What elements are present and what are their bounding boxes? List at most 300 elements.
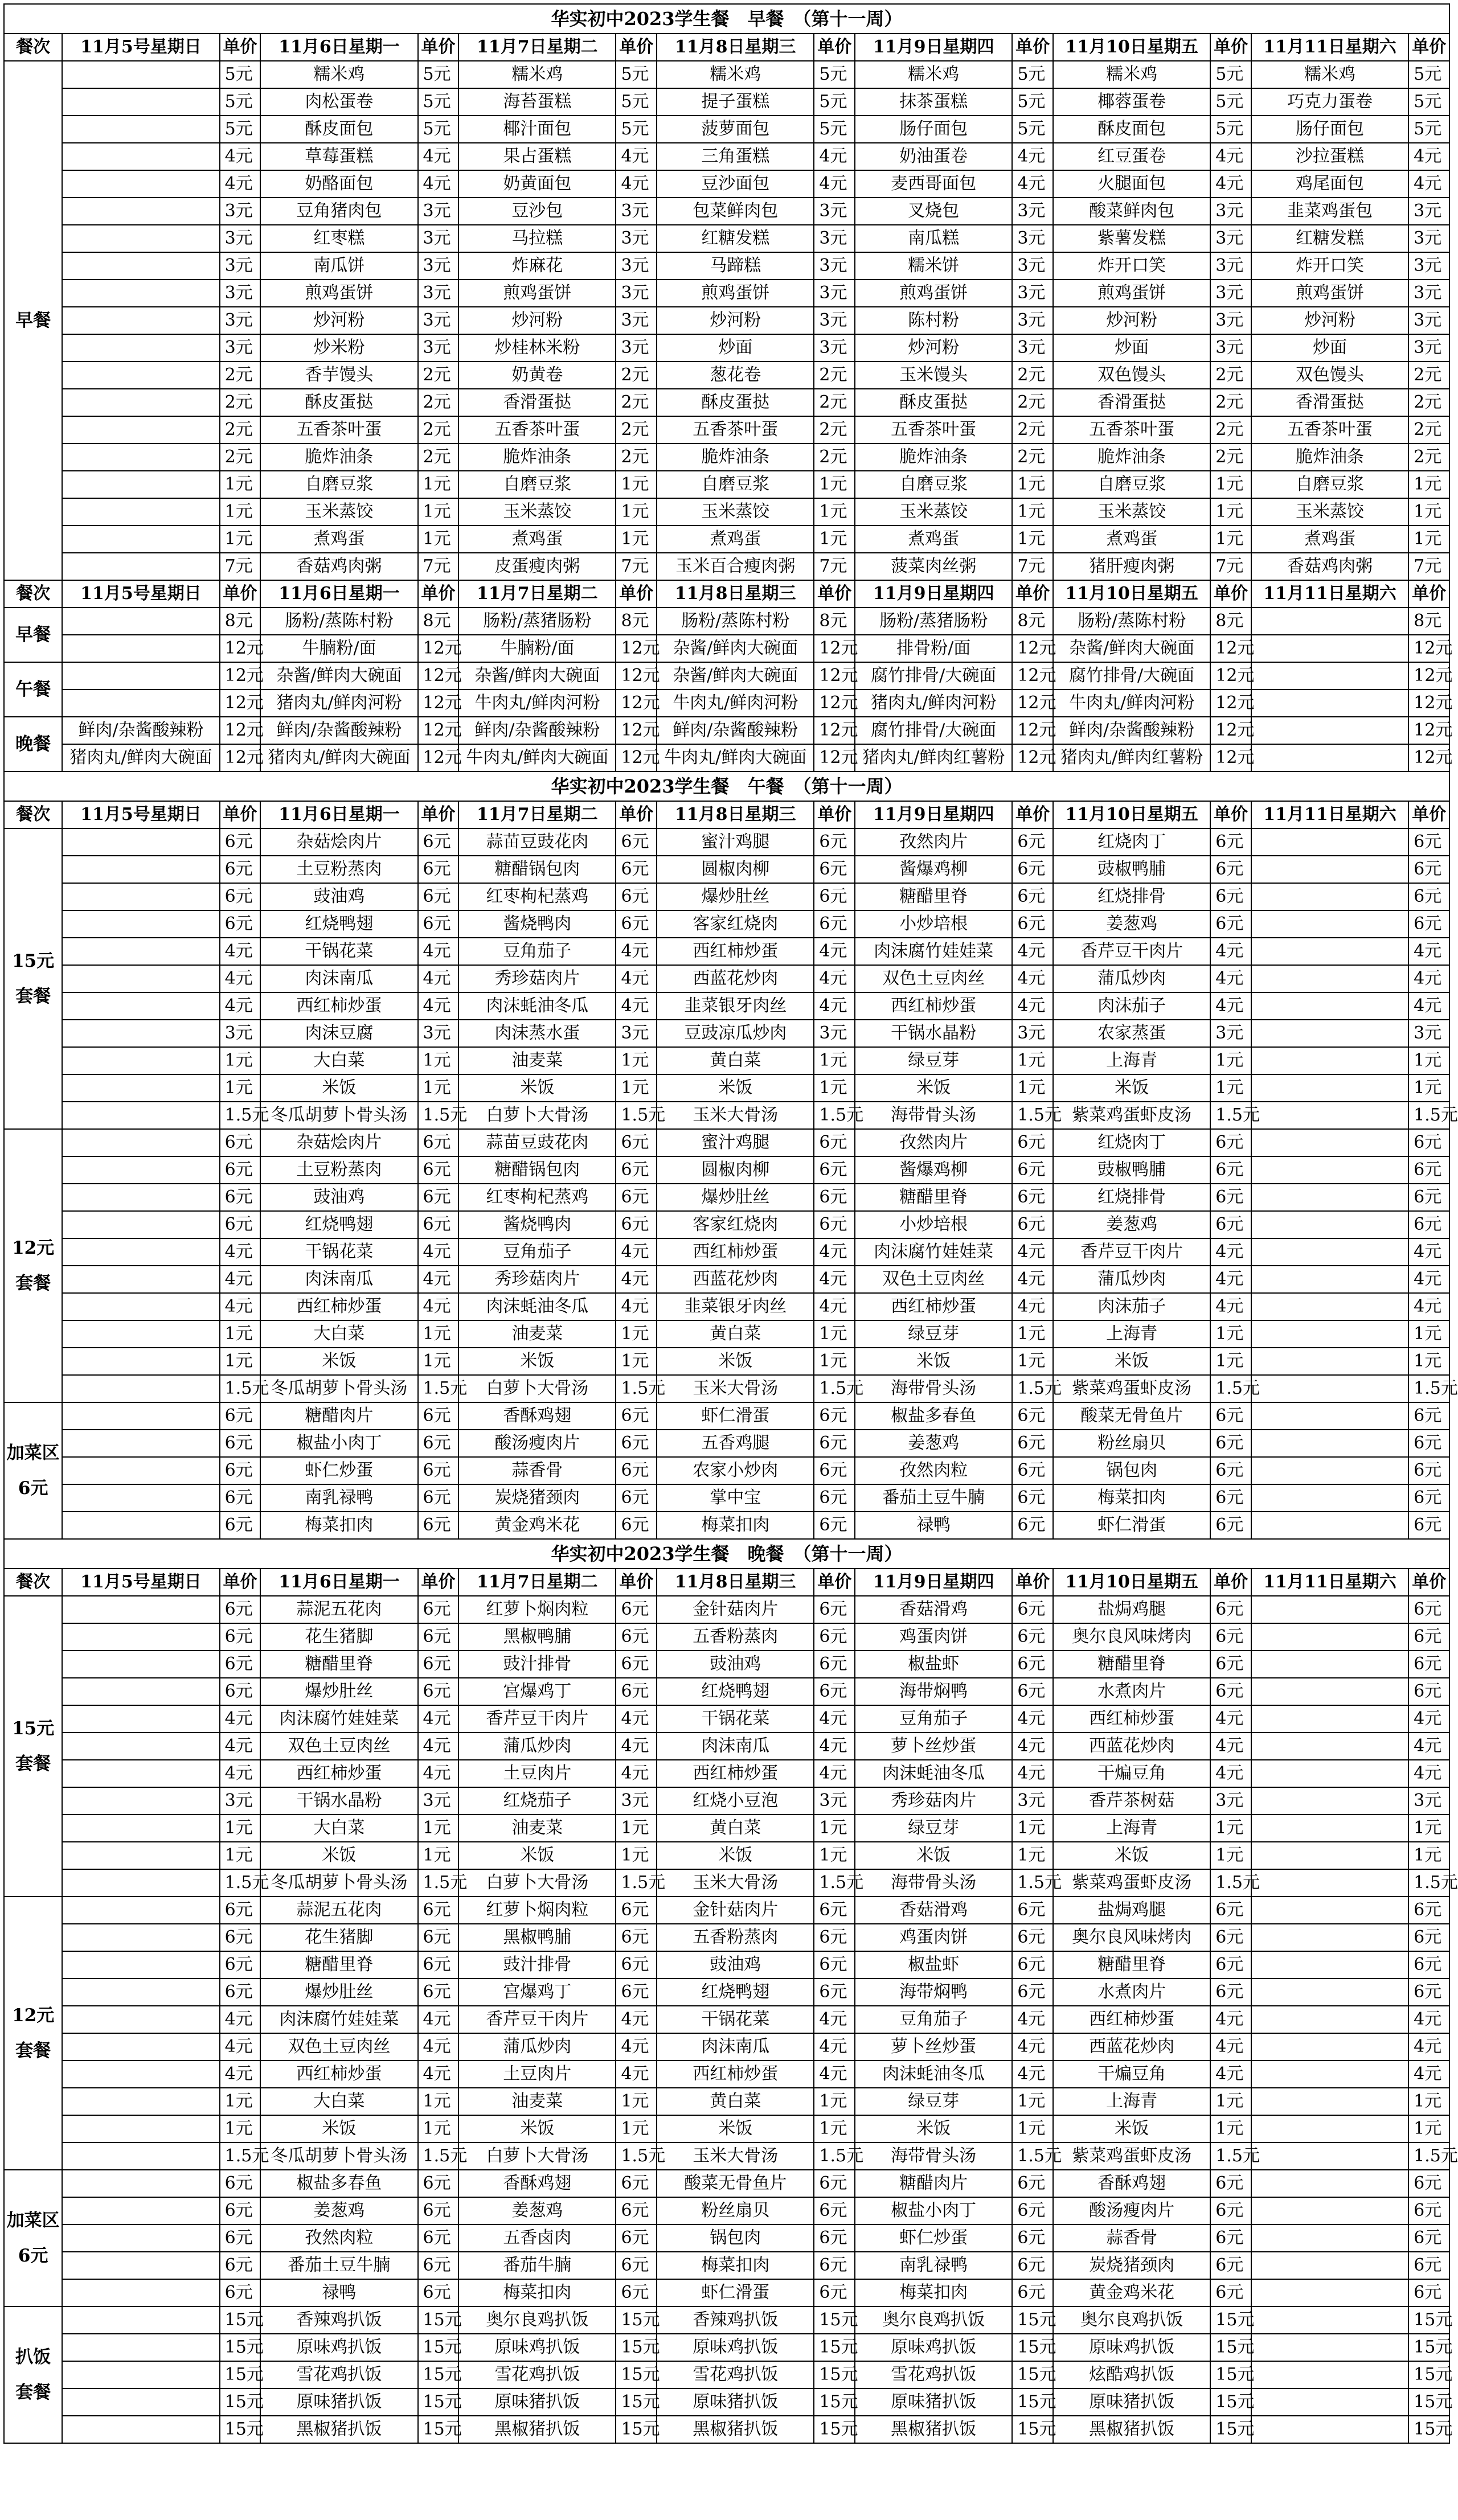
menu-table bbox=[3, 3, 1458, 2444]
price-cell: 2元 bbox=[616, 389, 657, 416]
dish-cell: 大白菜 bbox=[260, 1320, 417, 1348]
dish-cell: 煮鸡蛋 bbox=[260, 526, 417, 553]
dish-cell: 蒜泥五花肉 bbox=[260, 1897, 417, 1924]
dish-cell: 酥皮蛋挞 bbox=[657, 389, 814, 416]
price-cell: 5元 bbox=[418, 61, 459, 88]
dish-cell: 炒河粉 bbox=[657, 307, 814, 334]
dish-cell: 米饭 bbox=[1053, 2115, 1210, 2143]
price-cell: 6元 bbox=[220, 2170, 261, 2197]
price-cell: 1元 bbox=[1012, 2115, 1053, 2143]
dish-cell: 豉油鸡 bbox=[260, 1184, 417, 1211]
dish-cell: 肠仔面包 bbox=[855, 116, 1012, 143]
price-cell: 6元 bbox=[418, 1430, 459, 1457]
dish-cell: 南乳禄鸭 bbox=[260, 1484, 417, 1512]
price-cell: 6元 bbox=[1012, 1211, 1053, 1238]
price-cell: 6元 bbox=[1012, 1596, 1053, 1623]
price-cell: 6元 bbox=[418, 1623, 459, 1651]
dish-cell: 肉沫茄子 bbox=[1053, 1293, 1210, 1320]
price-cell: 15元 bbox=[418, 2334, 459, 2361]
price-cell: 1元 bbox=[418, 1320, 459, 1348]
price-cell: 6元 bbox=[1012, 1651, 1053, 1678]
table-row bbox=[4, 1512, 1449, 1539]
price-cell: 6元 bbox=[616, 910, 657, 938]
price-cell: 15元 bbox=[418, 2416, 459, 2443]
price-cell: 3元 bbox=[616, 225, 657, 252]
dish-cell: 炒面 bbox=[1251, 334, 1408, 362]
dish-cell bbox=[62, 2061, 219, 2088]
price-cell: 6元 bbox=[616, 1484, 657, 1512]
header-cell: 单价 bbox=[1012, 580, 1053, 608]
price-cell: 4元 bbox=[616, 1705, 657, 1733]
price-cell: 6元 bbox=[418, 2197, 459, 2225]
price-cell: 2元 bbox=[418, 389, 459, 416]
price-cell: 1.5元 bbox=[1408, 1375, 1449, 1402]
dish-cell: 干锅花菜 bbox=[657, 2006, 814, 2033]
price-cell: 6元 bbox=[616, 1951, 657, 1979]
dish-cell: 皮蛋瘦肉粥 bbox=[458, 553, 616, 580]
price-cell: 12元 bbox=[220, 717, 261, 744]
price-cell: 1.5元 bbox=[1210, 2143, 1251, 2170]
table-row bbox=[4, 143, 1449, 170]
price-cell: 1.5元 bbox=[220, 2143, 261, 2170]
dish-cell bbox=[62, 1815, 219, 1842]
price-cell: 6元 bbox=[616, 2197, 657, 2225]
price-cell: 1元 bbox=[814, 1348, 855, 1375]
price-cell: 4元 bbox=[1408, 1705, 1449, 1733]
dish-cell: 奶黄卷 bbox=[458, 362, 616, 389]
price-cell: 6元 bbox=[418, 1924, 459, 1951]
price-cell: 1.5元 bbox=[418, 1869, 459, 1897]
meal-section-label: 晚餐 bbox=[4, 717, 62, 771]
header-cell: 11月11日星期六 bbox=[1251, 801, 1408, 828]
price-cell: 4元 bbox=[1408, 938, 1449, 965]
price-cell: 12元 bbox=[814, 744, 855, 771]
dish-cell bbox=[62, 2388, 219, 2416]
header-row bbox=[4, 1569, 1449, 1596]
price-cell: 2元 bbox=[1210, 389, 1251, 416]
dish-cell: 大白菜 bbox=[260, 1815, 417, 1842]
price-cell: 5元 bbox=[616, 88, 657, 116]
price-cell: 1元 bbox=[220, 1074, 261, 1102]
price-cell: 15元 bbox=[1012, 2334, 1053, 2361]
price-cell: 4元 bbox=[418, 2061, 459, 2088]
dish-cell bbox=[62, 2334, 219, 2361]
dish-cell: 海带骨头汤 bbox=[855, 1869, 1012, 1897]
header-cell: 单价 bbox=[616, 1569, 657, 1596]
header-cell: 单价 bbox=[616, 34, 657, 61]
dish-cell: 豆沙包 bbox=[458, 198, 616, 225]
dish-cell: 姜葱鸡 bbox=[855, 1430, 1012, 1457]
dish-cell: 巧克力蛋卷 bbox=[1251, 88, 1408, 116]
table-row bbox=[4, 471, 1449, 498]
price-cell: 4元 bbox=[220, 992, 261, 1020]
menu-title-row bbox=[4, 4, 1449, 34]
price-cell: 4元 bbox=[1012, 2006, 1053, 2033]
price-cell: 4元 bbox=[1210, 1760, 1251, 1787]
table-row bbox=[4, 856, 1449, 883]
price-cell: 6元 bbox=[616, 1402, 657, 1430]
price-cell: 1.5元 bbox=[814, 1102, 855, 1129]
dish-cell: 香酥鸡翅 bbox=[458, 1402, 616, 1430]
price-cell: 4元 bbox=[220, 1760, 261, 1787]
dish-cell bbox=[62, 2252, 219, 2279]
dish-cell: 鲜肉/杂酱酸辣粉 bbox=[260, 717, 417, 744]
price-cell: 7元 bbox=[220, 553, 261, 580]
header-cell: 单价 bbox=[616, 801, 657, 828]
dish-cell: 孜然肉片 bbox=[855, 1129, 1012, 1156]
price-cell: 6元 bbox=[814, 1457, 855, 1484]
price-cell: 6元 bbox=[616, 1979, 657, 2006]
dish-cell: 双色土豆肉丝 bbox=[855, 1266, 1012, 1293]
price-cell: 1元 bbox=[1012, 498, 1053, 526]
dish-cell: 西蓝花炒肉 bbox=[1053, 2033, 1210, 2061]
dish-cell bbox=[62, 526, 219, 553]
price-cell: 1元 bbox=[418, 2088, 459, 2115]
dish-cell: 原味鸡扒饭 bbox=[1053, 2334, 1210, 2361]
price-cell: 12元 bbox=[1210, 689, 1251, 717]
header-cell: 11月6日星期一 bbox=[260, 801, 417, 828]
dish-cell: 煮鸡蛋 bbox=[1053, 526, 1210, 553]
price-cell: 6元 bbox=[1210, 1184, 1251, 1211]
price-cell: 4元 bbox=[616, 143, 657, 170]
header-cell: 单价 bbox=[814, 580, 855, 608]
price-cell: 6元 bbox=[616, 1430, 657, 1457]
price-cell: 15元 bbox=[616, 2416, 657, 2443]
price-cell: 1元 bbox=[1408, 2115, 1449, 2143]
dish-cell: 油麦菜 bbox=[458, 1047, 616, 1074]
price-cell: 1元 bbox=[418, 1348, 459, 1375]
header-cell: 餐次 bbox=[4, 801, 62, 828]
price-cell: 6元 bbox=[616, 1678, 657, 1705]
dish-cell: 酱爆鸡柳 bbox=[855, 1156, 1012, 1184]
dish-cell bbox=[62, 1320, 219, 1348]
dish-cell: 冬瓜胡萝卜骨头汤 bbox=[260, 1102, 417, 1129]
price-cell: 6元 bbox=[814, 1430, 855, 1457]
header-cell: 11月9日星期四 bbox=[855, 801, 1012, 828]
price-cell: 6元 bbox=[616, 1184, 657, 1211]
dish-cell: 西红柿炒蛋 bbox=[657, 1238, 814, 1266]
price-cell: 1.5元 bbox=[418, 2143, 459, 2170]
price-cell: 2元 bbox=[1210, 444, 1251, 471]
price-cell: 6元 bbox=[418, 1512, 459, 1539]
table-row bbox=[4, 444, 1449, 471]
dish-cell: 果占蛋糕 bbox=[458, 143, 616, 170]
table-row bbox=[4, 608, 1449, 635]
dish-cell: 脆炸油条 bbox=[260, 444, 417, 471]
price-cell: 5元 bbox=[220, 116, 261, 143]
price-cell: 3元 bbox=[1408, 1787, 1449, 1815]
price-cell: 4元 bbox=[1408, 1266, 1449, 1293]
dish-cell bbox=[62, 608, 219, 635]
price-cell: 1元 bbox=[616, 2115, 657, 2143]
price-cell: 1元 bbox=[1210, 1842, 1251, 1869]
dish-cell: 玉米蒸饺 bbox=[1251, 498, 1408, 526]
price-cell: 3元 bbox=[1012, 334, 1053, 362]
dish-cell: 原味猪扒饭 bbox=[1053, 2388, 1210, 2416]
price-cell: 4元 bbox=[814, 1293, 855, 1320]
dish-cell: 米饭 bbox=[1053, 1074, 1210, 1102]
dish-cell bbox=[1251, 1375, 1408, 1402]
dish-cell bbox=[62, 1596, 219, 1623]
dish-cell: 糖醋肉片 bbox=[855, 2170, 1012, 2197]
dish-cell bbox=[62, 1047, 219, 1074]
dish-cell: 椒盐小肉丁 bbox=[855, 2197, 1012, 2225]
dish-cell: 香芹豆干肉片 bbox=[458, 2006, 616, 2033]
price-cell: 4元 bbox=[1012, 2061, 1053, 2088]
dish-cell bbox=[1251, 1815, 1408, 1842]
price-cell: 4元 bbox=[814, 965, 855, 992]
price-cell: 5元 bbox=[1012, 116, 1053, 143]
price-cell: 3元 bbox=[814, 280, 855, 307]
dish-cell: 西红柿炒蛋 bbox=[657, 938, 814, 965]
price-cell: 5元 bbox=[1210, 61, 1251, 88]
table-row bbox=[4, 910, 1449, 938]
dish-cell: 糯米鸡 bbox=[458, 61, 616, 88]
dish-cell: 西蓝花炒肉 bbox=[657, 965, 814, 992]
dish-cell bbox=[62, 1484, 219, 1512]
price-cell: 4元 bbox=[814, 1733, 855, 1760]
price-cell: 12元 bbox=[814, 717, 855, 744]
price-cell: 1.5元 bbox=[220, 1102, 261, 1129]
dish-cell: 肉沫南瓜 bbox=[657, 2033, 814, 2061]
dish-cell: 玉米大骨汤 bbox=[657, 2143, 814, 2170]
dish-cell: 梅菜扣肉 bbox=[260, 1512, 417, 1539]
price-cell: 6元 bbox=[1210, 828, 1251, 856]
dish-cell bbox=[62, 910, 219, 938]
dish-cell: 炒面 bbox=[657, 334, 814, 362]
dish-cell bbox=[62, 1623, 219, 1651]
dish-cell bbox=[62, 1266, 219, 1293]
table-row bbox=[4, 61, 1449, 88]
price-cell: 6元 bbox=[1210, 1651, 1251, 1678]
dish-cell: 炭烧猪颈肉 bbox=[458, 1484, 616, 1512]
price-cell: 2元 bbox=[1210, 416, 1251, 444]
price-cell: 6元 bbox=[418, 1457, 459, 1484]
header-row bbox=[4, 801, 1449, 828]
price-cell: 6元 bbox=[1210, 2197, 1251, 2225]
price-cell: 1元 bbox=[1012, 1815, 1053, 1842]
table-row bbox=[4, 1238, 1449, 1266]
dish-cell: 香酥鸡翅 bbox=[458, 2170, 616, 2197]
dish-cell bbox=[1251, 1623, 1408, 1651]
table-row bbox=[4, 416, 1449, 444]
price-cell: 6元 bbox=[814, 2225, 855, 2252]
price-cell: 6元 bbox=[418, 1156, 459, 1184]
price-cell: 12元 bbox=[616, 689, 657, 717]
dish-cell: 肠粉/蒸陈村粉 bbox=[260, 608, 417, 635]
price-cell: 6元 bbox=[1012, 1678, 1053, 1705]
price-cell: 8元 bbox=[418, 608, 459, 635]
price-cell: 1元 bbox=[1408, 1842, 1449, 1869]
dish-cell: 酥皮面包 bbox=[260, 116, 417, 143]
table-row bbox=[4, 992, 1449, 1020]
dish-cell: 绿豆芽 bbox=[855, 2088, 1012, 2115]
dish-cell: 自磨豆浆 bbox=[458, 471, 616, 498]
price-cell: 4元 bbox=[616, 2006, 657, 2033]
price-cell: 15元 bbox=[1210, 2416, 1251, 2443]
meal-section-label: 12元 套餐 bbox=[4, 1897, 62, 2170]
price-cell: 8元 bbox=[1408, 608, 1449, 635]
price-cell: 1.5元 bbox=[616, 2143, 657, 2170]
price-cell: 1元 bbox=[616, 471, 657, 498]
header-cell: 单价 bbox=[814, 801, 855, 828]
header-cell: 11月11日星期六 bbox=[1251, 580, 1408, 608]
dish-cell: 煮鸡蛋 bbox=[855, 526, 1012, 553]
dish-cell: 酱烧鸭肉 bbox=[458, 910, 616, 938]
dish-cell: 上海青 bbox=[1053, 2088, 1210, 2115]
dish-cell: 香滑蛋挞 bbox=[458, 389, 616, 416]
dish-cell: 煮鸡蛋 bbox=[458, 526, 616, 553]
price-cell: 2元 bbox=[1408, 416, 1449, 444]
price-cell: 6元 bbox=[220, 1156, 261, 1184]
price-cell: 6元 bbox=[1012, 1129, 1053, 1156]
dish-cell bbox=[62, 1293, 219, 1320]
dish-cell: 韭菜银牙肉丝 bbox=[657, 992, 814, 1020]
dish-cell bbox=[1251, 1705, 1408, 1733]
header-cell: 单价 bbox=[616, 580, 657, 608]
dish-cell: 香菇滑鸡 bbox=[855, 1897, 1012, 1924]
price-cell: 5元 bbox=[220, 61, 261, 88]
dish-cell bbox=[1251, 1979, 1408, 2006]
price-cell: 12元 bbox=[616, 635, 657, 662]
header-cell: 11月7日星期二 bbox=[458, 1569, 616, 1596]
dish-cell: 黄白菜 bbox=[657, 2088, 814, 2115]
price-cell: 4元 bbox=[1210, 992, 1251, 1020]
dish-cell: 肉沫腐竹娃娃菜 bbox=[260, 2006, 417, 2033]
price-cell: 3元 bbox=[1408, 280, 1449, 307]
price-cell: 6元 bbox=[1012, 910, 1053, 938]
price-cell: 15元 bbox=[220, 2388, 261, 2416]
dish-cell: 农家蒸蛋 bbox=[1053, 1020, 1210, 1047]
price-cell: 6元 bbox=[616, 1596, 657, 1623]
price-cell: 4元 bbox=[418, 992, 459, 1020]
dish-cell bbox=[1251, 938, 1408, 965]
dish-cell: 奶酪面包 bbox=[260, 170, 417, 198]
dish-cell: 杂酱/鲜肉大碗面 bbox=[657, 635, 814, 662]
table-row bbox=[4, 498, 1449, 526]
dish-cell: 肉沫蚝油冬瓜 bbox=[458, 1293, 616, 1320]
price-cell: 4元 bbox=[220, 1238, 261, 1266]
dish-cell: 糖醋里脊 bbox=[1053, 1651, 1210, 1678]
price-cell: 6元 bbox=[1210, 1596, 1251, 1623]
dish-cell: 白萝卜大骨汤 bbox=[458, 1102, 616, 1129]
price-cell: 6元 bbox=[220, 1924, 261, 1951]
dish-cell bbox=[62, 1129, 219, 1156]
price-cell: 6元 bbox=[616, 2252, 657, 2279]
price-cell: 4元 bbox=[220, 1266, 261, 1293]
dish-cell bbox=[62, 2306, 219, 2334]
dish-cell: 黄白菜 bbox=[657, 1815, 814, 1842]
price-cell: 15元 bbox=[616, 2361, 657, 2388]
dish-cell: 肉沫豆腐 bbox=[260, 1020, 417, 1047]
price-cell: 12元 bbox=[1012, 717, 1053, 744]
price-cell: 6元 bbox=[1210, 1951, 1251, 1979]
dish-cell: 鲜肉/杂酱酸辣粉 bbox=[657, 717, 814, 744]
header-cell: 单价 bbox=[1210, 801, 1251, 828]
dish-cell: 蒲瓜炒肉 bbox=[1053, 1266, 1210, 1293]
price-cell: 12元 bbox=[418, 744, 459, 771]
header-cell: 单价 bbox=[1012, 1569, 1053, 1596]
dish-cell bbox=[62, 828, 219, 856]
header-cell: 11月6日星期一 bbox=[260, 34, 417, 61]
dish-cell: 西红柿炒蛋 bbox=[855, 992, 1012, 1020]
price-cell: 15元 bbox=[220, 2416, 261, 2443]
price-cell: 6元 bbox=[1408, 1484, 1449, 1512]
dish-cell: 糯米鸡 bbox=[1053, 61, 1210, 88]
price-cell: 4元 bbox=[1012, 965, 1053, 992]
price-cell: 4元 bbox=[418, 170, 459, 198]
dish-cell: 蒲瓜炒肉 bbox=[458, 2033, 616, 2061]
dish-cell: 玉米蒸饺 bbox=[657, 498, 814, 526]
price-cell: 15元 bbox=[1012, 2416, 1053, 2443]
price-cell: 4元 bbox=[220, 938, 261, 965]
dish-cell: 奶黄面包 bbox=[458, 170, 616, 198]
price-cell: 3元 bbox=[1210, 252, 1251, 280]
price-cell: 6元 bbox=[220, 1211, 261, 1238]
price-cell: 6元 bbox=[814, 1184, 855, 1211]
dish-cell: 双色土豆肉丝 bbox=[260, 2033, 417, 2061]
price-cell: 12元 bbox=[1012, 689, 1053, 717]
table-row bbox=[4, 2225, 1449, 2252]
price-cell: 2元 bbox=[418, 444, 459, 471]
dish-cell: 紫菜鸡蛋虾皮汤 bbox=[1053, 1375, 1210, 1402]
dish-cell: 酥皮蛋挞 bbox=[260, 389, 417, 416]
header-cell: 单价 bbox=[1408, 1569, 1449, 1596]
dish-cell: 鲜肉/杂酱酸辣粉 bbox=[62, 717, 219, 744]
dish-cell: 秀珍菇肉片 bbox=[458, 965, 616, 992]
table-row bbox=[4, 1651, 1449, 1678]
dish-cell: 牛肉丸/鲜肉河粉 bbox=[1053, 689, 1210, 717]
price-cell: 1元 bbox=[1408, 2088, 1449, 2115]
dish-cell: 豉油鸡 bbox=[657, 1651, 814, 1678]
dish-cell: 干锅水晶粉 bbox=[855, 1020, 1012, 1047]
dish-cell: 白萝卜大骨汤 bbox=[458, 1375, 616, 1402]
dish-cell: 提子蛋糕 bbox=[657, 88, 814, 116]
dish-cell: 豉汁排骨 bbox=[458, 1651, 616, 1678]
price-cell: 6元 bbox=[814, 910, 855, 938]
header-cell: 单价 bbox=[220, 801, 261, 828]
price-cell: 2元 bbox=[1408, 389, 1449, 416]
dish-cell: 五香茶叶蛋 bbox=[1053, 416, 1210, 444]
dish-cell: 椒盐小肉丁 bbox=[260, 1430, 417, 1457]
dish-cell: 圆椒肉柳 bbox=[657, 856, 814, 883]
price-cell: 4元 bbox=[1408, 992, 1449, 1020]
price-cell: 6元 bbox=[220, 1129, 261, 1156]
price-cell: 6元 bbox=[1012, 828, 1053, 856]
header-cell: 餐次 bbox=[4, 34, 62, 61]
dish-cell bbox=[62, 225, 219, 252]
dish-cell: 豆沙面包 bbox=[657, 170, 814, 198]
header-cell: 11月7日星期二 bbox=[458, 801, 616, 828]
dish-cell: 煎鸡蛋饼 bbox=[260, 280, 417, 307]
price-cell: 6元 bbox=[220, 1512, 261, 1539]
dish-cell: 五香茶叶蛋 bbox=[260, 416, 417, 444]
table-row bbox=[4, 362, 1449, 389]
price-cell: 1元 bbox=[1210, 1074, 1251, 1102]
price-cell: 1元 bbox=[814, 1320, 855, 1348]
price-cell: 1元 bbox=[616, 1320, 657, 1348]
price-cell: 7元 bbox=[814, 553, 855, 580]
dish-cell: 糯米饼 bbox=[855, 252, 1012, 280]
price-cell: 3元 bbox=[814, 1020, 855, 1047]
price-cell: 3元 bbox=[1210, 225, 1251, 252]
price-cell: 12元 bbox=[814, 689, 855, 717]
dish-cell: 椒盐虾 bbox=[855, 1651, 1012, 1678]
dish-cell: 肉沫腐竹娃娃菜 bbox=[855, 938, 1012, 965]
menu-title-row bbox=[4, 1539, 1449, 1569]
price-cell: 6元 bbox=[220, 2279, 261, 2306]
dish-cell: 禄鸭 bbox=[260, 2279, 417, 2306]
